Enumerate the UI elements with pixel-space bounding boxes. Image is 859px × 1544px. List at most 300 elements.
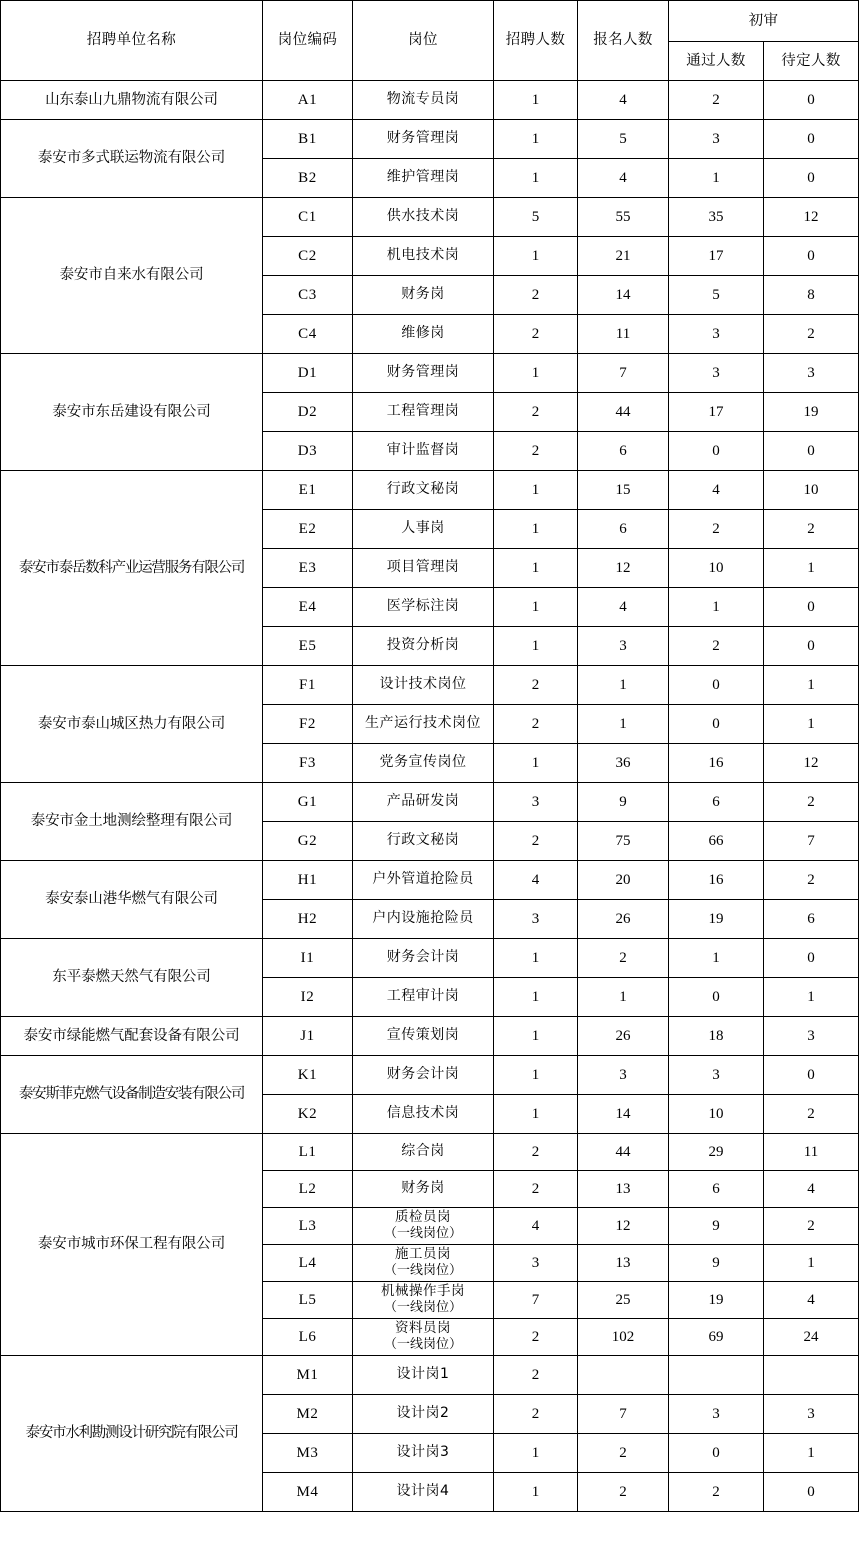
cell-pending-count: 0 bbox=[764, 1473, 859, 1512]
cell-post-name bbox=[353, 861, 494, 900]
cell-post-name bbox=[353, 1245, 494, 1282]
column-header-pass-count: 通过人数 bbox=[669, 42, 764, 81]
cell-unit-name: 泰安市绿能燃气配套设备有限公司 bbox=[1, 1017, 263, 1056]
cell-apply-count: 3 bbox=[578, 1056, 669, 1095]
cell-post-name bbox=[353, 1134, 494, 1171]
cell-apply-count: 1 bbox=[578, 705, 669, 744]
cell-post-name bbox=[353, 1473, 494, 1512]
cell-hire-count: 4 bbox=[494, 861, 578, 900]
post-name-primary: 信息技术岗 bbox=[386, 1105, 460, 1122]
cell-pending-count: 2 bbox=[764, 783, 859, 822]
header-row-primary bbox=[1, 1, 859, 42]
cell-pending-count: 19 bbox=[764, 393, 859, 432]
cell-pass-count: 2 bbox=[669, 81, 764, 120]
cell-hire-count: 1 bbox=[494, 978, 578, 1017]
cell-post-code: B1 bbox=[263, 120, 353, 159]
cell-pass-count: 17 bbox=[669, 393, 764, 432]
cell-post-name bbox=[353, 354, 494, 393]
cell-post-name bbox=[353, 471, 494, 510]
post-name-primary: 物流专员岗 bbox=[386, 91, 460, 108]
cell-post-name bbox=[353, 159, 494, 198]
cell-apply-count bbox=[578, 1356, 669, 1395]
post-name-primary: 设计岗1 bbox=[396, 1366, 450, 1383]
cell-post-name bbox=[353, 198, 494, 237]
cell-hire-count: 3 bbox=[494, 900, 578, 939]
post-name-primary: 户外管道抢险员 bbox=[372, 871, 474, 888]
cell-hire-count: 1 bbox=[494, 1473, 578, 1512]
cell-pass-count: 3 bbox=[669, 315, 764, 354]
cell-hire-count: 2 bbox=[494, 432, 578, 471]
cell-pending-count: 3 bbox=[764, 1017, 859, 1056]
cell-apply-count: 13 bbox=[578, 1171, 669, 1208]
cell-pass-count: 1 bbox=[669, 939, 764, 978]
table-row bbox=[1, 783, 859, 822]
cell-pass-count: 4 bbox=[669, 471, 764, 510]
cell-pending-count: 0 bbox=[764, 627, 859, 666]
cell-pending-count: 0 bbox=[764, 939, 859, 978]
cell-pending-count: 2 bbox=[764, 510, 859, 549]
cell-apply-count: 14 bbox=[578, 276, 669, 315]
cell-post-code: F1 bbox=[263, 666, 353, 705]
cell-post-name bbox=[353, 237, 494, 276]
post-name-primary: 维修岗 bbox=[401, 325, 445, 342]
cell-post-code: F3 bbox=[263, 744, 353, 783]
cell-post-name bbox=[353, 510, 494, 549]
cell-apply-count: 102 bbox=[578, 1319, 669, 1356]
cell-pending-count: 1 bbox=[764, 1245, 859, 1282]
cell-pass-count: 1 bbox=[669, 159, 764, 198]
cell-pass-count: 2 bbox=[669, 1473, 764, 1512]
cell-pending-count: 1 bbox=[764, 549, 859, 588]
cell-hire-count: 2 bbox=[494, 1395, 578, 1434]
cell-pass-count: 2 bbox=[669, 627, 764, 666]
post-name-primary: 财务管理岗 bbox=[386, 364, 460, 381]
cell-hire-count: 1 bbox=[494, 549, 578, 588]
cell-apply-count: 44 bbox=[578, 393, 669, 432]
cell-apply-count: 20 bbox=[578, 861, 669, 900]
cell-pending-count: 2 bbox=[764, 315, 859, 354]
cell-pass-count: 0 bbox=[669, 1434, 764, 1473]
cell-pass-count: 9 bbox=[669, 1208, 764, 1245]
table-row bbox=[1, 354, 859, 393]
cell-pass-count: 18 bbox=[669, 1017, 764, 1056]
post-name-qualifier: （一线岗位） bbox=[383, 1226, 462, 1242]
post-name-primary: 项目管理岗 bbox=[386, 559, 460, 576]
post-name-qualifier: （一线岗位） bbox=[383, 1300, 462, 1316]
cell-hire-count: 7 bbox=[494, 1282, 578, 1319]
post-name-primary: 机械操作手岗 bbox=[381, 1283, 465, 1300]
cell-hire-count: 1 bbox=[494, 1056, 578, 1095]
cell-hire-count: 3 bbox=[494, 783, 578, 822]
cell-pending-count: 3 bbox=[764, 354, 859, 393]
cell-post-name bbox=[353, 1095, 494, 1134]
table-row bbox=[1, 120, 859, 159]
cell-unit-name: 泰安斯菲克燃气设备制造安装有限公司 bbox=[1, 1056, 263, 1134]
cell-unit-name: 泰安泰山港华燃气有限公司 bbox=[1, 861, 263, 939]
column-header-unit: 招聘单位名称 bbox=[1, 1, 263, 81]
post-name-primary: 户内设施抢险员 bbox=[372, 910, 474, 927]
column-header-apply-count: 报名人数 bbox=[578, 1, 669, 81]
post-name-primary: 投资分析岗 bbox=[386, 637, 460, 654]
cell-hire-count: 1 bbox=[494, 81, 578, 120]
cell-pass-count: 35 bbox=[669, 198, 764, 237]
cell-post-code: M4 bbox=[263, 1473, 353, 1512]
cell-post-code: C3 bbox=[263, 276, 353, 315]
cell-pass-count: 0 bbox=[669, 705, 764, 744]
cell-apply-count: 13 bbox=[578, 1245, 669, 1282]
cell-hire-count: 2 bbox=[494, 1319, 578, 1356]
post-name-primary: 维护管理岗 bbox=[386, 169, 460, 186]
post-name-primary: 综合岗 bbox=[401, 1143, 445, 1160]
table-row bbox=[1, 1134, 859, 1171]
cell-pending-count: 0 bbox=[764, 81, 859, 120]
cell-apply-count: 7 bbox=[578, 1395, 669, 1434]
cell-post-code: M2 bbox=[263, 1395, 353, 1434]
cell-pending-count: 12 bbox=[764, 198, 859, 237]
cell-apply-count: 1 bbox=[578, 978, 669, 1017]
cell-post-code: C1 bbox=[263, 198, 353, 237]
cell-post-code: H2 bbox=[263, 900, 353, 939]
table-row bbox=[1, 81, 859, 120]
cell-pending-count: 7 bbox=[764, 822, 859, 861]
table-body bbox=[1, 81, 859, 1512]
cell-post-code: E3 bbox=[263, 549, 353, 588]
cell-pending-count: 0 bbox=[764, 588, 859, 627]
cell-apply-count: 2 bbox=[578, 939, 669, 978]
cell-post-code: E2 bbox=[263, 510, 353, 549]
cell-unit-name: 泰安市多式联运物流有限公司 bbox=[1, 120, 263, 198]
post-name-primary: 宣传策划岗 bbox=[386, 1027, 460, 1044]
cell-pass-count: 66 bbox=[669, 822, 764, 861]
cell-apply-count: 3 bbox=[578, 627, 669, 666]
cell-apply-count: 26 bbox=[578, 1017, 669, 1056]
cell-post-name bbox=[353, 549, 494, 588]
cell-pass-count: 3 bbox=[669, 120, 764, 159]
cell-pending-count: 1 bbox=[764, 978, 859, 1017]
cell-post-name bbox=[353, 81, 494, 120]
cell-pass-count: 17 bbox=[669, 237, 764, 276]
cell-hire-count: 1 bbox=[494, 237, 578, 276]
cell-pass-count: 16 bbox=[669, 861, 764, 900]
cell-hire-count: 1 bbox=[494, 627, 578, 666]
cell-post-name bbox=[353, 393, 494, 432]
cell-hire-count: 1 bbox=[494, 1095, 578, 1134]
cell-pass-count: 3 bbox=[669, 354, 764, 393]
cell-post-name bbox=[353, 1171, 494, 1208]
cell-pending-count: 10 bbox=[764, 471, 859, 510]
cell-hire-count: 2 bbox=[494, 1171, 578, 1208]
cell-post-name bbox=[353, 1434, 494, 1473]
post-name-primary: 设计技术岗位 bbox=[379, 676, 467, 693]
cell-apply-count: 25 bbox=[578, 1282, 669, 1319]
cell-pending-count: 1 bbox=[764, 705, 859, 744]
cell-pending-count: 24 bbox=[764, 1319, 859, 1356]
cell-pending-count: 4 bbox=[764, 1282, 859, 1319]
post-name-primary: 审计监督岗 bbox=[386, 442, 460, 459]
table-row bbox=[1, 939, 859, 978]
cell-post-name bbox=[353, 1395, 494, 1434]
post-name-primary: 人事岗 bbox=[401, 520, 445, 537]
cell-hire-count: 2 bbox=[494, 315, 578, 354]
cell-pass-count: 3 bbox=[669, 1056, 764, 1095]
cell-hire-count: 1 bbox=[494, 159, 578, 198]
post-name-primary: 财务会计岗 bbox=[386, 1066, 460, 1083]
cell-post-code: I1 bbox=[263, 939, 353, 978]
cell-apply-count: 26 bbox=[578, 900, 669, 939]
post-name-primary: 财务岗 bbox=[401, 286, 445, 303]
cell-post-name bbox=[353, 1017, 494, 1056]
cell-post-name bbox=[353, 900, 494, 939]
cell-apply-count: 9 bbox=[578, 783, 669, 822]
cell-hire-count: 1 bbox=[494, 744, 578, 783]
cell-apply-count: 14 bbox=[578, 1095, 669, 1134]
cell-post-code: L3 bbox=[263, 1208, 353, 1245]
cell-post-code: C4 bbox=[263, 315, 353, 354]
post-name-primary: 设计岗4 bbox=[396, 1483, 450, 1500]
cell-pass-count bbox=[669, 1356, 764, 1395]
cell-apply-count: 2 bbox=[578, 1473, 669, 1512]
post-name-primary: 行政文秘岗 bbox=[386, 481, 460, 498]
cell-post-code: D3 bbox=[263, 432, 353, 471]
cell-apply-count: 12 bbox=[578, 1208, 669, 1245]
cell-apply-count: 4 bbox=[578, 81, 669, 120]
cell-post-code: K1 bbox=[263, 1056, 353, 1095]
cell-pass-count: 0 bbox=[669, 432, 764, 471]
cell-hire-count: 2 bbox=[494, 1134, 578, 1171]
cell-pass-count: 6 bbox=[669, 783, 764, 822]
cell-unit-name: 泰安市水利勘测设计研究院有限公司 bbox=[1, 1356, 263, 1512]
cell-apply-count: 2 bbox=[578, 1434, 669, 1473]
cell-post-name bbox=[353, 588, 494, 627]
cell-post-code: J1 bbox=[263, 1017, 353, 1056]
cell-pending-count: 8 bbox=[764, 276, 859, 315]
cell-hire-count: 1 bbox=[494, 1017, 578, 1056]
cell-apply-count: 7 bbox=[578, 354, 669, 393]
cell-hire-count: 2 bbox=[494, 276, 578, 315]
cell-apply-count: 6 bbox=[578, 510, 669, 549]
cell-pending-count: 0 bbox=[764, 237, 859, 276]
post-name-primary: 质检员岗 bbox=[395, 1209, 451, 1226]
cell-post-code: E5 bbox=[263, 627, 353, 666]
cell-hire-count: 2 bbox=[494, 822, 578, 861]
cell-post-name bbox=[353, 315, 494, 354]
cell-post-code: M3 bbox=[263, 1434, 353, 1473]
cell-unit-name: 泰安市自来水有限公司 bbox=[1, 198, 263, 354]
cell-pending-count: 0 bbox=[764, 159, 859, 198]
cell-apply-count: 1 bbox=[578, 666, 669, 705]
cell-hire-count: 1 bbox=[494, 510, 578, 549]
post-name-qualifier: （一线岗位） bbox=[383, 1337, 462, 1353]
cell-apply-count: 36 bbox=[578, 744, 669, 783]
post-name-primary: 财务管理岗 bbox=[386, 130, 460, 147]
cell-post-name bbox=[353, 783, 494, 822]
cell-unit-name: 泰安市城市环保工程有限公司 bbox=[1, 1134, 263, 1356]
cell-post-code: G2 bbox=[263, 822, 353, 861]
cell-apply-count: 75 bbox=[578, 822, 669, 861]
cell-unit-name: 山东泰山九鼎物流有限公司 bbox=[1, 81, 263, 120]
column-header-pending-count: 待定人数 bbox=[764, 42, 859, 81]
cell-apply-count: 11 bbox=[578, 315, 669, 354]
cell-post-code: L6 bbox=[263, 1319, 353, 1356]
post-name-primary: 财务岗 bbox=[401, 1180, 445, 1197]
post-name-primary: 供水技术岗 bbox=[386, 208, 460, 225]
cell-pending-count: 0 bbox=[764, 432, 859, 471]
post-name-primary: 医学标注岗 bbox=[386, 598, 460, 615]
cell-apply-count: 55 bbox=[578, 198, 669, 237]
cell-post-name bbox=[353, 1282, 494, 1319]
cell-pending-count: 0 bbox=[764, 120, 859, 159]
cell-post-code: L2 bbox=[263, 1171, 353, 1208]
cell-pass-count: 6 bbox=[669, 1171, 764, 1208]
cell-post-code: D2 bbox=[263, 393, 353, 432]
cell-post-code: G1 bbox=[263, 783, 353, 822]
cell-hire-count: 1 bbox=[494, 120, 578, 159]
cell-pass-count: 2 bbox=[669, 510, 764, 549]
cell-pass-count: 19 bbox=[669, 1282, 764, 1319]
cell-post-name bbox=[353, 1056, 494, 1095]
cell-unit-name: 泰安市泰岳数科产业运营服务有限公司 bbox=[1, 471, 263, 666]
cell-pass-count: 5 bbox=[669, 276, 764, 315]
cell-post-code: H1 bbox=[263, 861, 353, 900]
cell-post-name bbox=[353, 1319, 494, 1356]
table-row bbox=[1, 1356, 859, 1395]
cell-pending-count: 1 bbox=[764, 1434, 859, 1473]
cell-pending-count: 6 bbox=[764, 900, 859, 939]
cell-pending-count: 0 bbox=[764, 1056, 859, 1095]
cell-post-name bbox=[353, 276, 494, 315]
cell-post-code: F2 bbox=[263, 705, 353, 744]
cell-unit-name: 东平泰燃天然气有限公司 bbox=[1, 939, 263, 1017]
table-row bbox=[1, 198, 859, 237]
cell-pending-count: 2 bbox=[764, 1095, 859, 1134]
cell-unit-name: 泰安市金土地测绘整理有限公司 bbox=[1, 783, 263, 861]
cell-post-code: L1 bbox=[263, 1134, 353, 1171]
cell-pass-count: 29 bbox=[669, 1134, 764, 1171]
table-row bbox=[1, 471, 859, 510]
cell-post-code: A1 bbox=[263, 81, 353, 120]
cell-post-code: E4 bbox=[263, 588, 353, 627]
cell-post-name bbox=[353, 120, 494, 159]
cell-post-name bbox=[353, 705, 494, 744]
cell-post-name bbox=[353, 939, 494, 978]
cell-pending-count bbox=[764, 1356, 859, 1395]
cell-pending-count: 3 bbox=[764, 1395, 859, 1434]
column-header-initial-review: 初审 bbox=[669, 1, 859, 42]
cell-apply-count: 21 bbox=[578, 237, 669, 276]
cell-post-name bbox=[353, 666, 494, 705]
cell-post-code: L4 bbox=[263, 1245, 353, 1282]
cell-hire-count: 2 bbox=[494, 705, 578, 744]
post-name-primary: 设计岗3 bbox=[396, 1444, 450, 1461]
post-name-primary: 设计岗2 bbox=[396, 1405, 450, 1422]
cell-hire-count: 3 bbox=[494, 1245, 578, 1282]
cell-post-code: L5 bbox=[263, 1282, 353, 1319]
column-header-post: 岗位 bbox=[353, 1, 494, 81]
cell-post-code: K2 bbox=[263, 1095, 353, 1134]
cell-pending-count: 4 bbox=[764, 1171, 859, 1208]
cell-post-code: E1 bbox=[263, 471, 353, 510]
cell-pending-count: 2 bbox=[764, 861, 859, 900]
column-header-post-code: 岗位编码 bbox=[263, 1, 353, 81]
table-row bbox=[1, 666, 859, 705]
cell-pass-count: 10 bbox=[669, 549, 764, 588]
cell-hire-count: 2 bbox=[494, 1356, 578, 1395]
post-name-primary: 财务会计岗 bbox=[386, 949, 460, 966]
cell-hire-count: 5 bbox=[494, 198, 578, 237]
post-name-qualifier: （一线岗位） bbox=[383, 1263, 462, 1279]
column-header-hire-count: 招聘人数 bbox=[494, 1, 578, 81]
cell-post-name bbox=[353, 744, 494, 783]
cell-pass-count: 19 bbox=[669, 900, 764, 939]
table-row bbox=[1, 1017, 859, 1056]
cell-hire-count: 2 bbox=[494, 393, 578, 432]
cell-unit-name: 泰安市东岳建设有限公司 bbox=[1, 354, 263, 471]
table-row bbox=[1, 861, 859, 900]
cell-pending-count: 12 bbox=[764, 744, 859, 783]
cell-post-code: M1 bbox=[263, 1356, 353, 1395]
table-row bbox=[1, 1056, 859, 1095]
table-header bbox=[1, 1, 859, 81]
cell-pending-count: 1 bbox=[764, 666, 859, 705]
cell-pending-count: 2 bbox=[764, 1208, 859, 1245]
cell-pass-count: 0 bbox=[669, 666, 764, 705]
cell-post-name bbox=[353, 1356, 494, 1395]
cell-post-code: C2 bbox=[263, 237, 353, 276]
cell-hire-count: 1 bbox=[494, 354, 578, 393]
cell-post-code: I2 bbox=[263, 978, 353, 1017]
post-name-primary: 生产运行技术岗位 bbox=[365, 715, 481, 732]
cell-apply-count: 15 bbox=[578, 471, 669, 510]
cell-pass-count: 10 bbox=[669, 1095, 764, 1134]
cell-post-name bbox=[353, 978, 494, 1017]
cell-apply-count: 12 bbox=[578, 549, 669, 588]
cell-hire-count: 4 bbox=[494, 1208, 578, 1245]
cell-pass-count: 3 bbox=[669, 1395, 764, 1434]
cell-post-code: B2 bbox=[263, 159, 353, 198]
cell-apply-count: 44 bbox=[578, 1134, 669, 1171]
cell-pending-count: 11 bbox=[764, 1134, 859, 1171]
cell-post-name bbox=[353, 1208, 494, 1245]
cell-pass-count: 69 bbox=[669, 1319, 764, 1356]
post-name-primary: 党务宣传岗位 bbox=[379, 754, 467, 771]
cell-apply-count: 5 bbox=[578, 120, 669, 159]
cell-apply-count: 4 bbox=[578, 159, 669, 198]
post-name-primary: 行政文秘岗 bbox=[386, 832, 460, 849]
cell-apply-count: 4 bbox=[578, 588, 669, 627]
cell-hire-count: 1 bbox=[494, 939, 578, 978]
cell-pass-count: 16 bbox=[669, 744, 764, 783]
cell-unit-name: 泰安市泰山城区热力有限公司 bbox=[1, 666, 263, 783]
post-name-primary: 机电技术岗 bbox=[386, 247, 460, 264]
cell-hire-count: 1 bbox=[494, 1434, 578, 1473]
cell-post-name bbox=[353, 627, 494, 666]
cell-hire-count: 1 bbox=[494, 588, 578, 627]
post-name-primary: 工程管理岗 bbox=[386, 403, 460, 420]
post-name-primary: 工程审计岗 bbox=[386, 988, 460, 1005]
post-name-primary: 施工员岗 bbox=[395, 1246, 451, 1263]
cell-hire-count: 1 bbox=[494, 471, 578, 510]
cell-pass-count: 0 bbox=[669, 978, 764, 1017]
cell-post-name bbox=[353, 432, 494, 471]
cell-pass-count: 9 bbox=[669, 1245, 764, 1282]
cell-pass-count: 1 bbox=[669, 588, 764, 627]
cell-apply-count: 6 bbox=[578, 432, 669, 471]
post-name-primary: 产品研发岗 bbox=[386, 793, 460, 810]
cell-post-name bbox=[353, 822, 494, 861]
cell-post-code: D1 bbox=[263, 354, 353, 393]
post-name-primary: 资料员岗 bbox=[395, 1320, 451, 1337]
cell-hire-count: 2 bbox=[494, 666, 578, 705]
